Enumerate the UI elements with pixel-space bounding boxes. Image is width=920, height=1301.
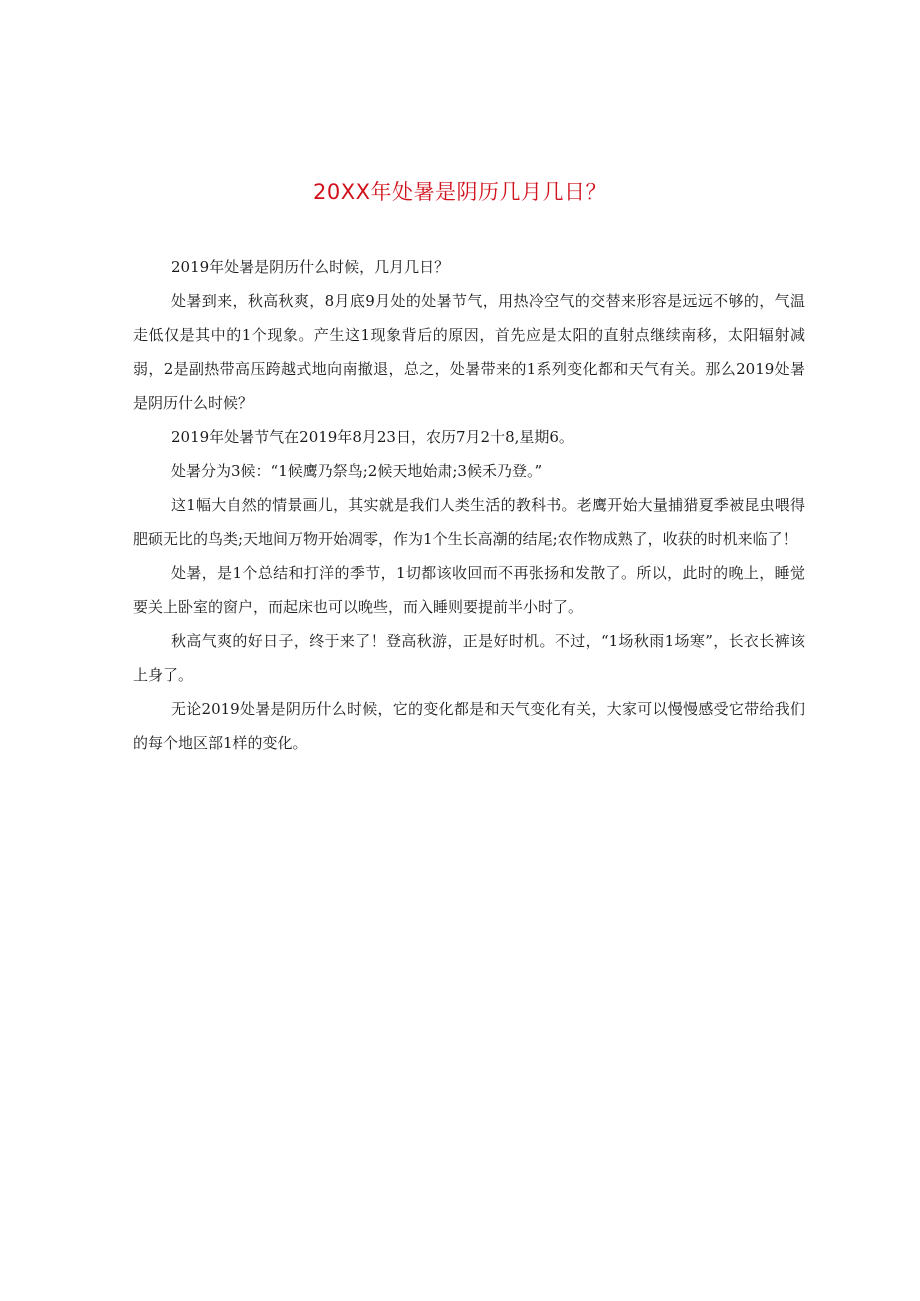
paragraph-4: 处暑分为3候：“1候鹰乃祭鸟;2候天地始肃;3候禾乃登。”	[171, 462, 543, 480]
paragraph-7: 秋高气爽的好日子，终于来了！登高秋游，正是好时机。不过，“1场秋雨1场寒”，长衣长裤该上身了。	[133, 632, 805, 684]
paragraph-1: 2019年处暑是阴历什么时候，几月几日？	[171, 258, 450, 276]
paragraph-2: 处暑到来，秋高秋爽，8月底9月处的处暑节气，用热冷空气的交替来形容是远远不够的，气温走低仅是其中的1个现象。产生这1现象背后的原因，首先应是太阳的直射点继续南移，太阳辐射减弱，2是副热带高压跨越式地向南撤退，总之，处暑带来的1系列变化都和天气有关。那么2019处暑是阴历什么时候？	[133, 292, 805, 412]
paragraph-6: 处暑，是1个总结和打洋的季节，1切都该收回而不再张扬和发散了。所以，此时的晚上，睡觉要关上卧室的窗户，而起床也可以晚些，而入睡则要提前半小时了。	[133, 564, 805, 616]
document-body	[133, 250, 805, 760]
paragraph-5: 这1幅大自然的情景画儿，其实就是我们人类生活的教科书。老鹰开始大量捕猎夏季被昆虫喂得肥硕无比的鸟类;天地间万物开始凋零，作为1个生长高潮的结尾;农作物成熟了，收获的时机来临了！	[133, 496, 805, 548]
paragraph-3: 2019年处暑节气在2019年8月23日，农历7月2十8,星期6。	[171, 428, 574, 446]
document-title: 20XX年处暑是阴历几月几日？	[313, 180, 607, 204]
paragraph-8: 无论2019处暑是阴历什么时候，它的变化都是和天气变化有关，大家可以慢慢感受它带给我们的每个地区部1样的变化。	[133, 700, 805, 752]
